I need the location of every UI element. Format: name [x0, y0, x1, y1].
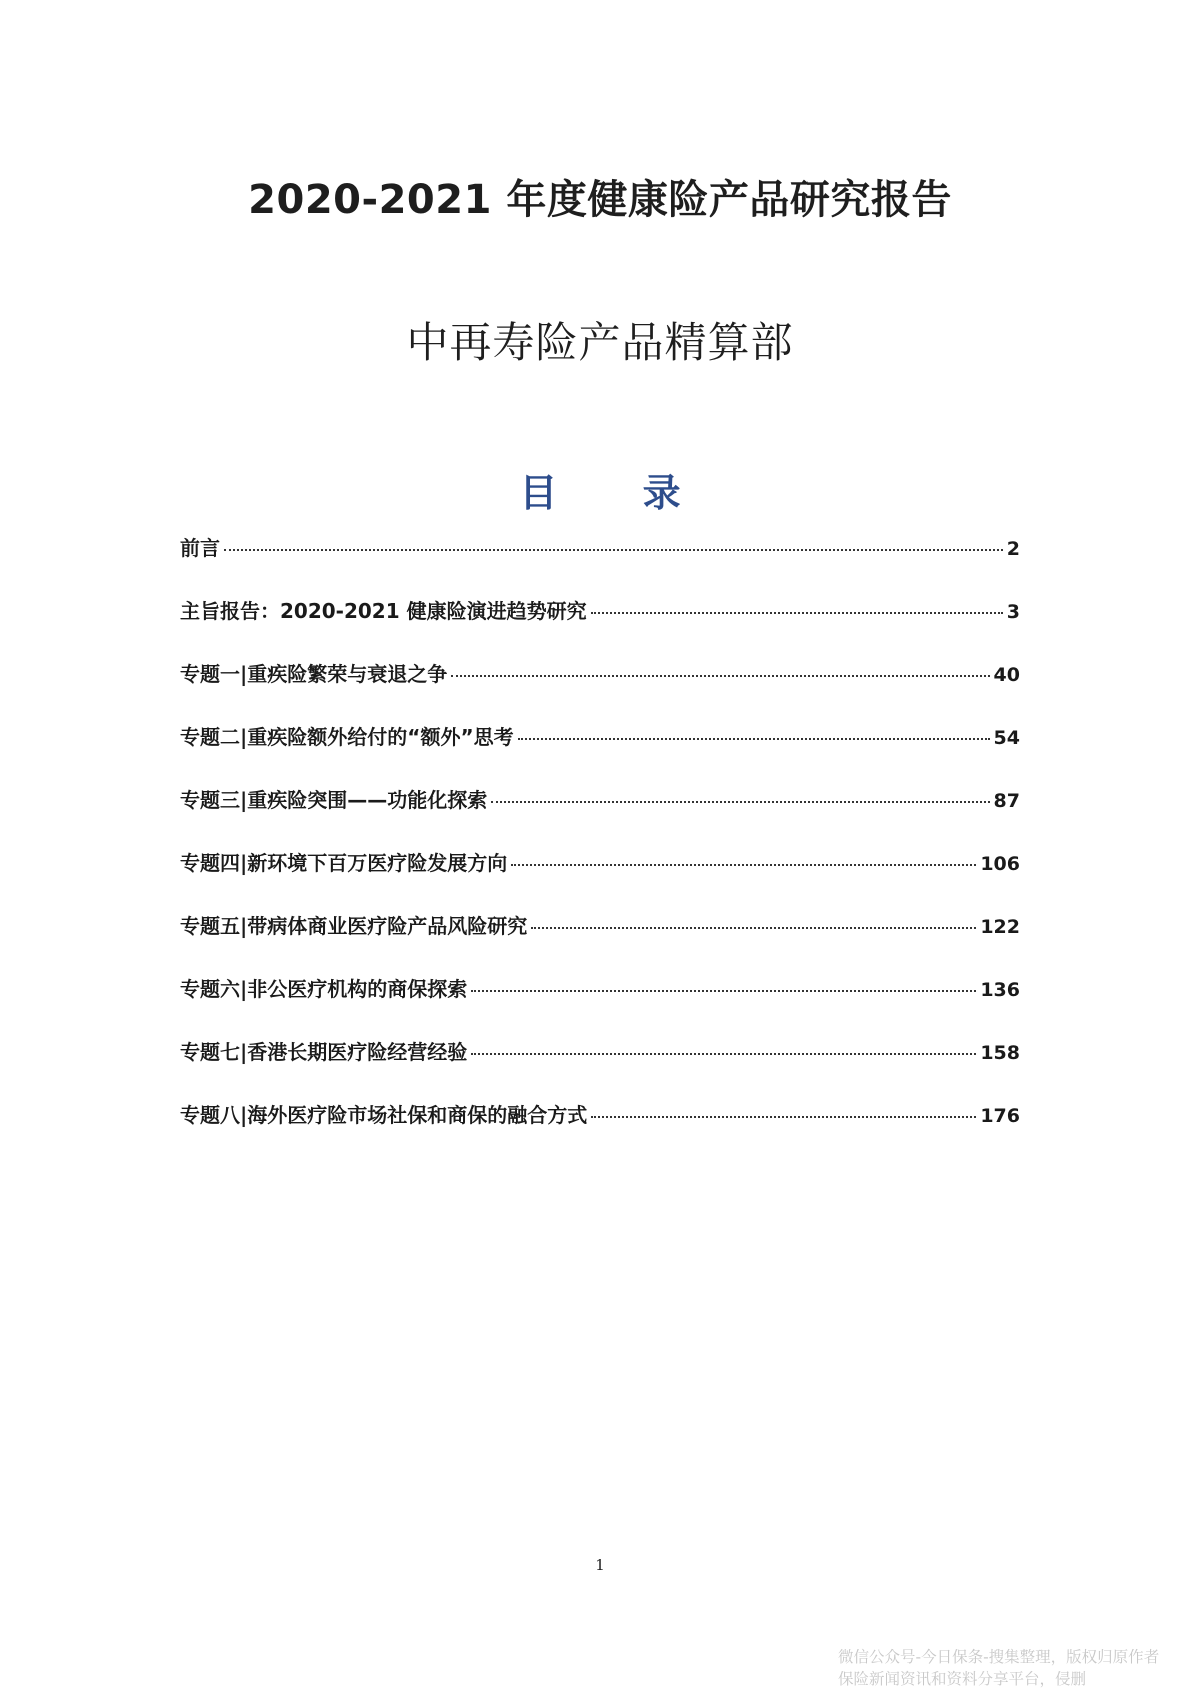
toc-entry-page: 176: [980, 1105, 1020, 1127]
toc-entry-title: 专题五|带病体商业医疗险产品风险研究: [180, 914, 528, 938]
toc-dot-leader: [591, 612, 1003, 614]
toc-entry-page: 122: [980, 916, 1020, 938]
toc-entry[interactable]: [180, 910, 1020, 973]
toc-dot-leader: [591, 1116, 976, 1118]
author-department: 中再寿险产品精算部: [406, 318, 794, 367]
toc-entry[interactable]: [180, 532, 1020, 595]
toc-entry[interactable]: [180, 1099, 1020, 1162]
toc-entry-title: 专题七|香港长期医疗险经营经验: [180, 1040, 468, 1064]
toc-dot-leader: [531, 927, 976, 929]
toc-dot-leader: [451, 675, 989, 677]
toc-entry-title: 前言: [180, 536, 220, 560]
toc-entry-page: 40: [993, 664, 1020, 686]
toc-entry-title: 专题三|重疾险突围——功能化探索: [180, 788, 488, 812]
table-of-contents: [180, 532, 1020, 1162]
toc-heading: 目 录: [519, 471, 717, 515]
toc-entry[interactable]: [180, 1036, 1020, 1099]
toc-entry-title: 专题八|海外医疗险市场社保和商保的融合方式: [180, 1103, 588, 1127]
toc-entry-title: 专题二|重疾险额外给付的“额外”思考: [180, 725, 514, 749]
page-number: 1: [595, 1556, 605, 1574]
toc-entry-page: 106: [980, 853, 1020, 875]
toc-dot-leader: [511, 864, 976, 866]
toc-dot-leader: [471, 990, 976, 992]
toc-dot-leader: [491, 801, 989, 803]
watermark: [838, 1646, 1200, 1690]
toc-entry[interactable]: [180, 721, 1020, 784]
watermark-line-2: 保险新闻资讯和资料分享平台，侵删: [838, 1670, 1087, 1688]
toc-entry[interactable]: [180, 658, 1020, 721]
toc-entry-page: 3: [1006, 601, 1020, 623]
watermark-line-1: 微信公众号-今日保条-搜集整理，版权归原作者: [838, 1648, 1160, 1666]
toc-dot-leader: [518, 738, 990, 740]
toc-entry-title: 专题六|非公医疗机构的商保探索: [180, 977, 468, 1001]
toc-entry-page: 136: [980, 979, 1020, 1001]
toc-dot-leader: [224, 549, 1003, 551]
toc-entry[interactable]: [180, 973, 1020, 1036]
toc-entry-page: 2: [1006, 538, 1020, 560]
document-title: 2020-2021 年度健康险产品研究报告: [248, 177, 952, 223]
toc-entry-title: 专题四|新环境下百万医疗险发展方向: [180, 851, 508, 875]
toc-entry-page: 87: [993, 790, 1020, 812]
toc-entry-page: 54: [993, 727, 1020, 749]
toc-dot-leader: [471, 1053, 976, 1055]
toc-entry[interactable]: [180, 595, 1020, 658]
toc-entry-title: 专题一|重疾险繁荣与衰退之争: [180, 662, 448, 686]
toc-entry[interactable]: [180, 784, 1020, 847]
toc-entry-page: 158: [980, 1042, 1020, 1064]
toc-entry[interactable]: [180, 847, 1020, 910]
toc-entry-title: 主旨报告：2020-2021 健康险演进趋势研究: [180, 599, 587, 623]
